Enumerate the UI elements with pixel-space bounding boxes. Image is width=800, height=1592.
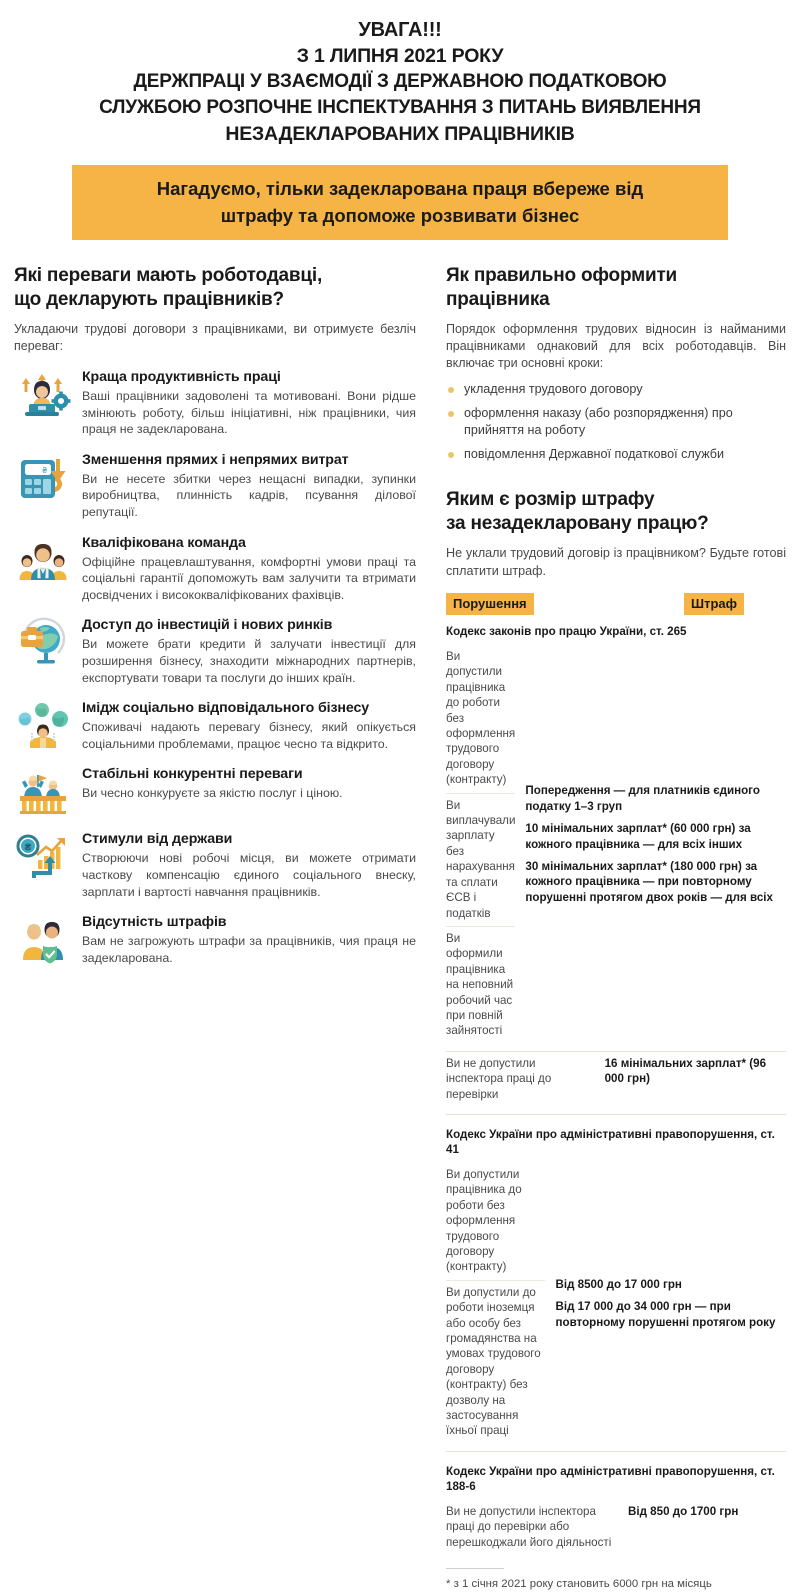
benefit-text: Ви можете брати кредити й залучати інвестиції для розширення бізнесу, знаходити міжнародних партнерів, експортувати товари та послуги до інших країн.: [82, 637, 416, 685]
violations-cell-group: [446, 1163, 545, 1444]
header-line-1: УВАГА!!!: [358, 19, 442, 41]
benefits-title-line-2: що декларують працівників?: [14, 289, 284, 310]
fines-intro: Не уклали трудовий договір із працівником? Будьте готові сплатити штраф.: [446, 546, 786, 578]
fine-text: 10 мінімальних зарплат* (60 000 грн) за кожного працівника — для всіх інших: [525, 822, 751, 851]
fine-text: Попередження — для платників єдиного податку 1–3 груп: [525, 784, 760, 813]
violation-text: Ви допустили до роботи іноземця або особу без громадянства на умовах трудового договору (контракту) без дозволу на застосування їхньої праці: [446, 1280, 545, 1444]
banner-line-1: Нагадуємо, тільки задекларована праця вбереже від: [156, 178, 644, 199]
benefit-text: Споживачі надають перевагу бізнесу, який опікується соціальними проблемами, працює чесно та відкрито.: [82, 720, 416, 751]
hiring-step-label: оформлення наказу (або розпорядження) про прийняття на роботу: [464, 406, 733, 437]
hiring-steps-list: [446, 381, 786, 463]
left-column: [10, 264, 430, 1592]
fines-title-line-2: за незадекларовану працю?: [446, 513, 709, 534]
section-divider: [446, 1114, 786, 1115]
hiring-intro: Порядок оформлення трудових відносин із найманими працівниками однаковий для всіх роботодавців. Він включає три основні кроки:: [446, 322, 786, 370]
benefit-title: Кваліфікована команда: [82, 534, 246, 551]
benefit-item: [14, 699, 416, 752]
violation-text: Ви не допустили інспектора праці до перевірки або перешкоджали його діяльності: [446, 1504, 612, 1549]
header-line-5: НЕЗАДЕКЛАРОВАНИХ ПРАЦІВНИКІВ: [225, 123, 575, 145]
right-column: [430, 264, 790, 1592]
benefit-item: [14, 534, 416, 604]
fines-grouped-block: [446, 1163, 786, 1444]
fine-text: 30 мінімальних зарплат* (180 000 грн) за кожного працівника — при повторному порушенні протягом двох років — для всіх: [525, 860, 773, 904]
violation-text: Ви допустили працівника до роботи без оформлення трудового договору (контракту): [446, 650, 516, 787]
fines-cell-group: [525, 645, 786, 1044]
hiring-title-line-1: Як правильно оформити: [446, 265, 678, 286]
globe-briefcase-investments-icon: [14, 616, 72, 668]
fines-grouped-block: [446, 645, 786, 1044]
fines-title-line-1: Яким є розмір штрафу: [446, 489, 655, 510]
violation-text: Ви виплачували зарплату без нарахування та сплати ЄСВ і податків: [446, 793, 515, 926]
benefit-title: Краща продуктивність праці: [82, 369, 281, 385]
benefits-title-line-1: Які переваги мають роботодавці,: [14, 265, 323, 286]
benefit-title: Відсутність штрафів: [82, 914, 227, 931]
law-heading: Кодекс України про адміністративні правопорушення, ст. 41: [446, 1127, 775, 1156]
bullet-dot-icon: [448, 452, 454, 458]
benefit-title: Стимули від держави: [82, 831, 233, 848]
benefit-item: [14, 368, 416, 438]
section-divider: [446, 1451, 786, 1452]
hiring-step-item: [446, 446, 786, 463]
page-header: [0, 0, 800, 147]
benefit-item: [14, 765, 416, 817]
fines-rows: [446, 1052, 786, 1107]
benefit-text: Офіційне працевлаштування, комфортні умови праці та соціальні гарантії допоможуть вам залучити та втримати досвідчених і висококваліфікованих фахівців.: [82, 554, 416, 602]
fine-text: Від 17 000 до 34 000 грн — при повторному порушенні протягом року: [555, 1300, 776, 1329]
section-spacer: [446, 470, 786, 488]
benefit-item: [14, 830, 416, 900]
footnote-text: * з 1 січня 2021 року становить 6000 грн на місяць: [446, 1578, 712, 1591]
benefit-item: [14, 451, 416, 521]
shield-protected-workers-icon: [14, 913, 72, 965]
footnote-divider: [446, 1568, 504, 1569]
benefit-text: Вам не загрожують штрафи за працівників, чия праця не задекларована.: [82, 934, 416, 965]
benefit-text: Створюючи нові робочі місця, ви можете отримати часткову компенсацію єдиного соціального внеску, зарплати і вартості навчання працівників.: [82, 851, 416, 899]
benefit-item: [14, 913, 416, 966]
benefit-title: Зменшення прямих і непрямих витрат: [82, 451, 349, 468]
benefit-title: Імідж соціально відповідального бізнесу: [82, 700, 370, 717]
violation-text: Ви допустили працівника до роботи без оформлення трудового договору (контракту): [446, 1167, 522, 1274]
table-row: [446, 1052, 786, 1107]
content-columns: [0, 240, 800, 1592]
fines-section-title: [446, 488, 786, 536]
fine-text: Від 8500 до 17 000 грн: [555, 1277, 682, 1291]
bullet-dot-icon: [448, 387, 454, 393]
violation-column-header: Порушення: [446, 593, 534, 615]
podium-competitive-advantage-icon: [14, 765, 72, 817]
fine-column-header: Штраф: [684, 593, 744, 615]
hiring-step-label: повідомлення Державної податкової служби: [464, 447, 725, 461]
fines-rows: [446, 1500, 786, 1555]
svg-text:₴: ₴: [24, 842, 32, 854]
law-heading: Кодекс України про адміністративні правопорушення, ст. 188-6: [446, 1464, 775, 1493]
violations-cell-group: [446, 645, 515, 1044]
violation-text: Ви не допустили інспектора праці до перевірки: [446, 1056, 552, 1101]
banner-line-2: штрафу та допоможе розвивати бізнес: [220, 205, 580, 226]
benefits-section-title: [14, 264, 416, 312]
header-line-4: СЛУЖБОЮ РОЗПОЧНЕ ІНСПЕКТУВАННЯ З ПИТАНЬ ВИЯВЛЕННЯ: [99, 97, 701, 118]
svg-text:₴: ₴: [42, 465, 47, 475]
benefit-text: Ви чесно конкуруєте за якістю послуг і ціною.: [82, 786, 343, 801]
bullet-dot-icon: [448, 411, 454, 417]
law-heading: Кодекс законів про працю України, ст. 265: [446, 625, 687, 638]
violation-text: Ви оформили працівника на неповний робочий час при повній зайнятості: [446, 926, 515, 1044]
growth-chart-hryvnia-icon: [14, 830, 72, 882]
fine-text: Від 850 до 1700 грн: [628, 1504, 739, 1518]
header-line-2: З 1 ЛИПНЯ 2021 РОКУ: [296, 45, 504, 67]
hiring-step-label: укладення трудового договору: [464, 382, 643, 396]
hiring-section-title: [446, 264, 786, 312]
hiring-title-line-2: працівника: [446, 289, 550, 310]
hiring-step-item: [446, 381, 786, 398]
worker-productivity-icon: [14, 368, 72, 420]
benefit-text: Ви не несете збитки через нещасні випадки, зупинки виробництва, плинність кадрів, псування ділової репутації.: [82, 471, 416, 519]
reminder-banner: [72, 165, 728, 240]
benefit-text: Ваші працівники задоволені та мотивовані. Вони рідше змінюють роботу, більш ініціативні, ніж працівники, чия праця не задекларована.: [82, 389, 416, 437]
qualified-team-icon: [14, 534, 72, 586]
table-row: [446, 1500, 786, 1555]
benefit-title: Доступ до інвестицій і нових ринків: [82, 617, 333, 634]
fines-table-header: [446, 593, 786, 615]
benefit-item: [14, 616, 416, 686]
header-line-3: ДЕРЖПРАЦІ У ВЗАЄМОДІЇ З ДЕРЖАВНОЮ ПОДАТКОВОЮ: [133, 71, 667, 92]
hiring-step-item: [446, 405, 786, 439]
fines-cell-group: [555, 1163, 786, 1444]
fine-text: 16 мінімальних зарплат* (96 000 грн): [604, 1056, 767, 1086]
benefit-title: Стабільні конкурентні переваги: [82, 766, 303, 783]
calculator-cost-reduction-icon: [14, 451, 72, 503]
benefits-intro: Укладаючи трудові договори з працівниками, ви отримуєте безліч переваг:: [14, 322, 416, 353]
social-responsibility-icon: [14, 699, 72, 751]
